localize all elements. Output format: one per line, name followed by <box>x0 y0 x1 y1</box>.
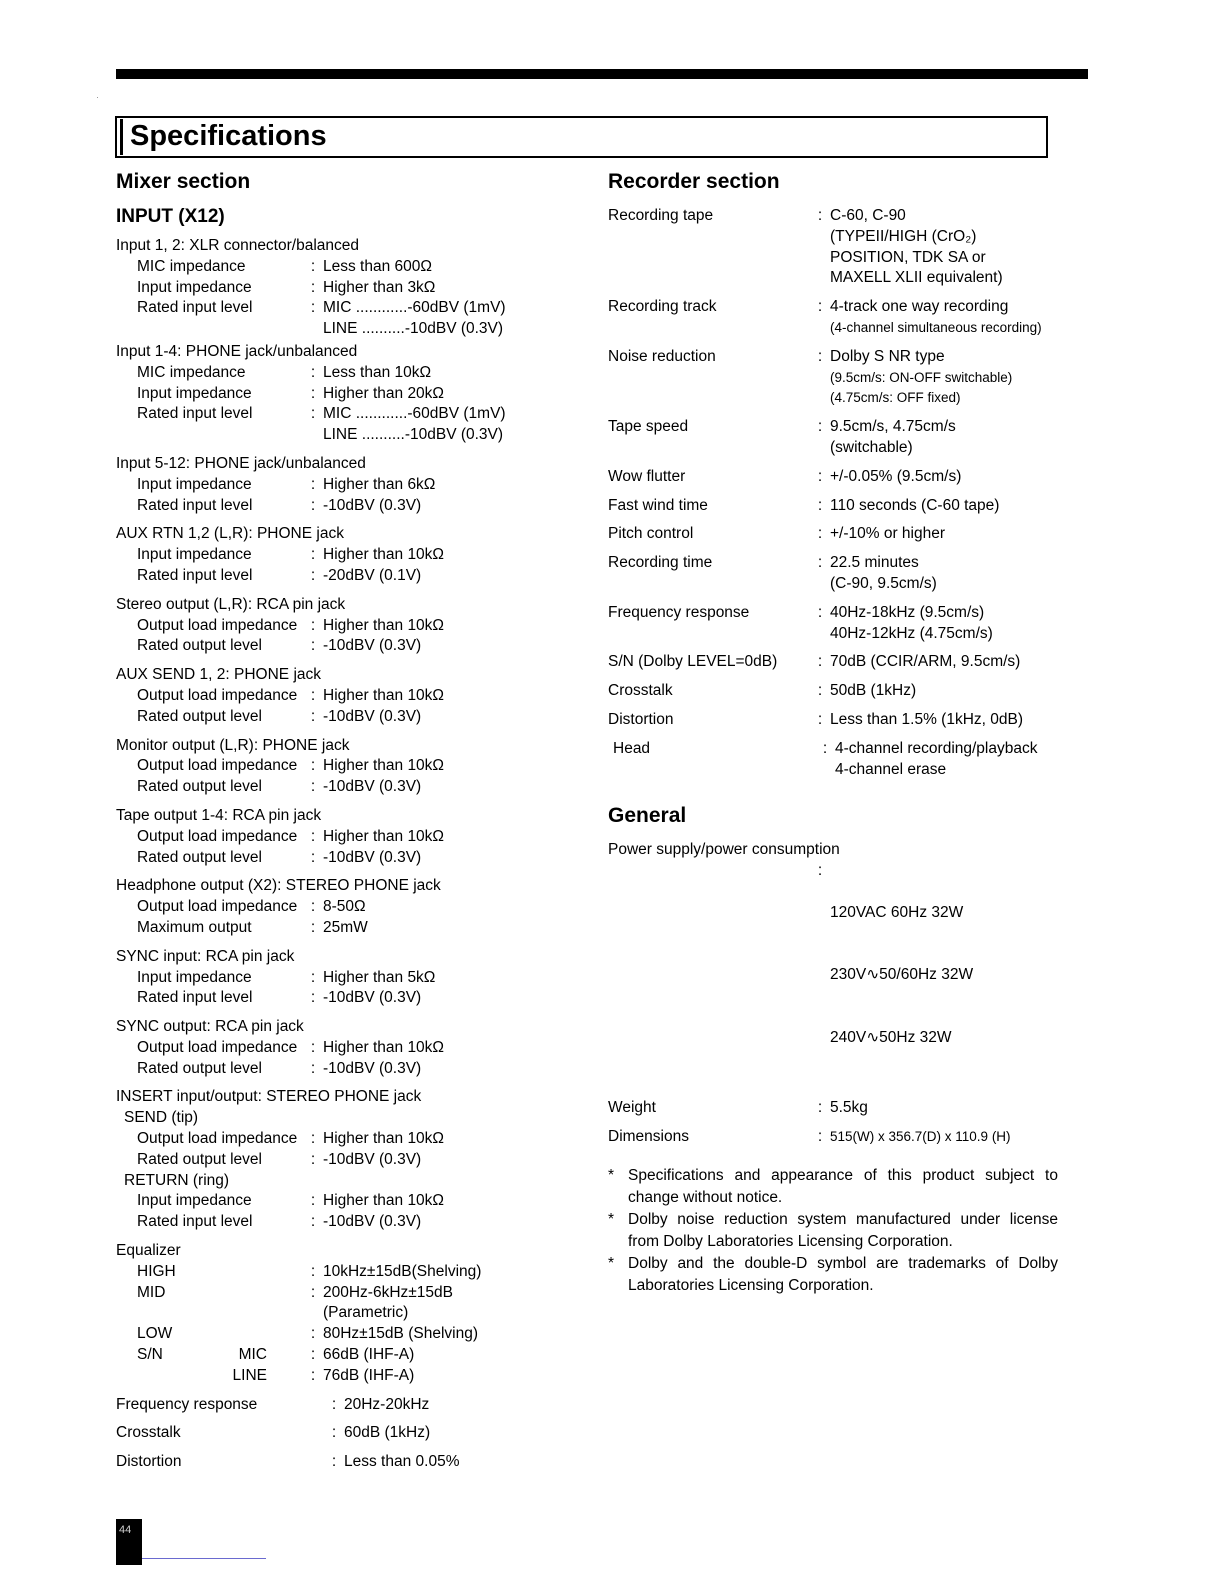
spec-group <box>116 736 576 798</box>
group-heading: Tape output 1-4: RCA pin jack <box>116 806 322 824</box>
mixer-tail <box>116 1395 576 1473</box>
title-box <box>115 116 1048 158</box>
mixer-groups <box>116 236 576 1079</box>
spec-value: Higher than 10kΩ <box>323 616 445 634</box>
spec-label: Distortion <box>116 1453 182 1471</box>
spec-row: MIC impedance : Less than 10kΩ <box>116 363 576 384</box>
spec-value: Higher than 10kΩ <box>323 546 445 564</box>
recorder-row: Pitch control : +/-10% or higher <box>608 524 1058 545</box>
spec-row: Input impedance : Higher than 6kΩ <box>116 475 576 496</box>
spec-row <box>116 425 576 446</box>
group-heading: Monitor output (L,R): PHONE jack <box>116 736 350 754</box>
page-number-box <box>116 1519 142 1565</box>
spec-group <box>116 876 576 938</box>
spec-value: 50dB (1kHz) <box>830 682 917 700</box>
spec-row: Output load impedance : Higher than 10kΩ <box>116 1129 576 1150</box>
spec-row: Rated input level : -10dBV (0.3V) <box>116 496 576 517</box>
spec-value: -10dBV (0.3V) <box>323 848 422 866</box>
spec-value: Higher than 10kΩ <box>323 757 445 775</box>
spec-value: (C-90, 9.5cm/s) <box>830 574 937 592</box>
spec-value: Dolby S NR type <box>830 347 945 365</box>
spec-value: Less than 0.05% <box>344 1453 460 1471</box>
spec-row: Input impedance : Higher than 10kΩ <box>116 545 576 566</box>
notes <box>608 1165 1058 1296</box>
spec-value: 25mW <box>323 918 368 936</box>
spec-label: Rated input level <box>137 1213 253 1231</box>
spec-value: -10dBV (0.3V) <box>323 989 422 1007</box>
recorder-row: Crosstalk : 50dB (1kHz) <box>608 681 1058 702</box>
send-heading: SEND (tip) <box>124 1109 199 1127</box>
spec-label: Maximum output <box>137 918 252 936</box>
spec-value: MAXELL XLII equivalent) <box>830 269 1003 287</box>
spec-value: Less than 1.5% (1kHz, 0dB) <box>830 710 1023 728</box>
page-title: Specifications <box>130 120 327 152</box>
spec-row: Rated input level : -10dBV (0.3V) <box>116 1212 576 1233</box>
spec-label: Tape speed <box>608 418 689 436</box>
spec-value: Less than 10kΩ <box>323 363 432 381</box>
spec-row: Rated input level : MIC ............-60dBV (1mV) <box>116 298 576 319</box>
spec-value: Higher than 10kΩ <box>323 686 445 704</box>
spec-label: Rated output level <box>137 637 262 655</box>
spec-row: Rated output level : -10dBV (0.3V) <box>116 1150 576 1171</box>
scan-dot <box>97 97 98 98</box>
recorder-row: Fast wind time : 110 seconds (C-60 tape) <box>608 496 1058 517</box>
spec-label: Rated output level <box>137 1150 262 1168</box>
recorder-row: Noise reduction : Dolby S NR type (9.5cm/s: ON-OFF switchable) (4.75cm/s: OFF fixed) <box>608 347 1058 409</box>
recorder-column <box>608 168 1058 1296</box>
spec-label: Rated input level <box>137 405 253 423</box>
spec-value: 9.5cm/s, 4.75cm/s <box>830 418 956 436</box>
spec-label: Output load impedance <box>137 757 298 775</box>
spec-value: LINE ..........-10dBV (0.3V) <box>323 426 504 444</box>
recorder-row: Recording track : 4-track one way recording (4-channel simultaneous recording) <box>608 297 1058 339</box>
spec-label: Distortion <box>608 710 674 728</box>
spec-label: Output load impedance <box>137 827 298 845</box>
group-heading: Input 5-12: PHONE jack/unbalanced <box>116 454 366 472</box>
spec-label: Input impedance <box>137 384 252 402</box>
spec-value-note: (9.5cm/s: ON-OFF switchable) <box>830 369 1013 385</box>
spec-row: Input impedance : Higher than 5kΩ <box>116 968 576 989</box>
spec-row: Rated output level : -10dBV (0.3V) <box>116 777 576 798</box>
note-item: * Specifications and appearance of this product subject to change without notice. <box>608 1167 1058 1206</box>
spec-value: C-60, C-90 <box>830 207 906 224</box>
eq-mid-row-2: (Parametric) <box>323 1304 409 1322</box>
spec-label: Output load impedance <box>137 1038 298 1056</box>
spec-value: -10dBV (0.3V) <box>323 496 422 514</box>
spec-value: 40Hz-18kHz (9.5cm/s) <box>830 603 985 621</box>
spec-label: MIC impedance <box>137 257 246 275</box>
spec-row: Output load impedance : Higher than 10kΩ <box>116 1038 576 1059</box>
recorder-row: S/N (Dolby LEVEL=0dB) : 70dB (CCIR/ARM, 9.5cm/s) <box>608 652 1058 673</box>
spec-value: MIC ............-60dBV (1mV) <box>323 299 506 317</box>
spec-label: S/N (Dolby LEVEL=0dB) <box>608 653 778 671</box>
spec-label: Input impedance <box>137 546 252 564</box>
weight-row: Weight : 5.5kg <box>608 1098 868 1116</box>
spec-value-note: (4-channel simultaneous recording) <box>830 319 1042 335</box>
spec-value: (switchable) <box>830 438 913 456</box>
recorder-row: Recording tape : C-60, C-90 (TYPEII/HIGH (CrO₂) POSITION, TDK SA or MAXELL XLII equivalent) <box>608 206 1058 289</box>
footer-rule <box>142 1558 266 1559</box>
spec-row: Output load impedance : 8-50Ω <box>116 897 576 918</box>
spec-group <box>116 524 576 586</box>
spec-row: Output load impedance : Higher than 10kΩ <box>116 616 576 637</box>
spec-label: Rated output level <box>137 1059 262 1077</box>
spec-row: Input impedance : Higher than 3kΩ <box>116 278 576 299</box>
note-item: * Dolby and the double-D symbol are trademarks of Dolby Laboratories Licensing Corporation. <box>608 1255 1058 1294</box>
equalizer-group <box>116 1241 576 1387</box>
mixer-column <box>116 168 576 1473</box>
recorder-row: Tape speed : 9.5cm/s, 4.75cm/s (switchable) <box>608 417 1058 459</box>
spec-value: -10dBV (0.3V) <box>323 637 422 655</box>
mixer-heading: Mixer section <box>116 170 251 193</box>
dimensions-row: Dimensions : 515(W) x 356.7(D) x 110.9 (H) <box>608 1127 1011 1145</box>
spec-value: 22.5 minutes <box>830 554 919 572</box>
group-heading: Input 1, 2: XLR connector/balanced <box>116 237 359 254</box>
spec-group <box>116 454 576 516</box>
spec-value: +/-10% or higher <box>830 525 946 543</box>
recorder-row: Head : 4-channel recording/playback 4-channel erase <box>608 739 1058 781</box>
spec-row: Rated output level : -10dBV (0.3V) <box>116 707 576 728</box>
spec-group <box>116 595 576 657</box>
spec-value: LINE ..........-10dBV (0.3V) <box>323 320 504 338</box>
sn-line-row: LINE : 76dB (IHF-A) <box>232 1366 415 1384</box>
spec-group <box>116 947 576 1009</box>
top-rule <box>116 69 1088 79</box>
spec-label: Recording track <box>608 298 717 316</box>
recorder-row: Distortion : Less than 1.5% (1kHz, 0dB) <box>608 710 1058 731</box>
insert-group <box>116 1087 576 1233</box>
page-number: 44 <box>119 1524 132 1536</box>
sn-mic-row: S/N MIC : 66dB (IHF-A) <box>137 1346 415 1364</box>
spec-row: Rated input level : -20dBV (0.1V) <box>116 566 576 587</box>
spec-label: Rated input level <box>137 496 253 514</box>
spec-group <box>116 665 576 727</box>
spec-label: Crosstalk <box>116 1424 181 1442</box>
spec-row: Distortion : Less than 0.05% <box>116 1452 576 1473</box>
spec-value: Higher than 3kΩ <box>323 278 436 296</box>
spec-value: -20dBV (0.1V) <box>323 566 422 584</box>
general-heading: General <box>608 804 687 828</box>
spec-group <box>116 236 576 340</box>
spec-label: MIC impedance <box>137 363 246 381</box>
title-marker <box>120 119 123 155</box>
spec-label: Recording tape <box>608 207 714 224</box>
spec-label: Recording time <box>608 554 713 572</box>
spec-value: Less than 600Ω <box>323 257 432 275</box>
spec-value: -10dBV (0.3V) <box>323 1213 422 1231</box>
spec-group <box>116 1017 576 1079</box>
spec-value: 4-track one way recording <box>830 298 1009 316</box>
spec-value: Higher than 10kΩ <box>323 1130 445 1148</box>
group-heading: AUX SEND 1, 2: PHONE jack <box>116 666 322 684</box>
spec-value: Higher than 6kΩ <box>323 475 436 493</box>
recorder-heading: Recorder section <box>608 170 780 193</box>
spec-label: Pitch control <box>608 525 694 543</box>
spec-label: Output load impedance <box>137 898 298 916</box>
spec-row: Rated output level : -10dBV (0.3V) <box>116 636 576 657</box>
recorder-row: Frequency response : 40Hz-18kHz (9.5cm/s) 40Hz-12kHz (4.75cm/s) <box>608 603 1058 645</box>
spec-row: Input impedance : Higher than 20kΩ <box>116 384 576 405</box>
spec-row: Rated output level : -10dBV (0.3V) <box>116 1059 576 1080</box>
power-heading: Power supply/power consumption <box>608 841 840 859</box>
spec-value: Higher than 10kΩ <box>323 827 445 845</box>
spec-label: Output load impedance <box>137 1130 298 1148</box>
spec-label: Rated input level <box>137 989 253 1007</box>
spec-row: Rated input level : -10dBV (0.3V) <box>116 988 576 1009</box>
spec-value: 60dB (1kHz) <box>344 1424 431 1442</box>
spec-row: Maximum output : 25mW <box>116 918 576 939</box>
input-heading: INPUT (X12) <box>116 206 225 227</box>
group-heading: AUX RTN 1,2 (L,R): PHONE jack <box>116 525 344 543</box>
spec-row <box>116 319 576 340</box>
spec-label: Rated output level <box>137 707 262 725</box>
spec-value-note: (4.75cm/s: OFF fixed) <box>830 390 961 406</box>
spec-label: Rated output level <box>137 778 262 796</box>
spec-value: +/-0.05% (9.5cm/s) <box>830 467 962 485</box>
spec-label: Rated output level <box>137 848 262 866</box>
spec-value: 4-channel erase <box>835 760 947 778</box>
spec-label: Fast wind time <box>608 496 708 514</box>
spec-value: Higher than 20kΩ <box>323 384 445 402</box>
eq-low-row: LOW : 80Hz±15dB (Shelving) <box>137 1325 478 1343</box>
eq-mid-row: MID : 200Hz-6kHz±15dB <box>137 1283 453 1301</box>
spec-label: Output load impedance <box>137 616 298 634</box>
spec-label: Input impedance <box>137 475 252 493</box>
spec-label: Rated input level <box>137 566 253 584</box>
return-heading: RETURN (ring) <box>124 1171 230 1189</box>
spec-value: MIC ............-60dBV (1mV) <box>323 405 506 423</box>
note-item: * Dolby noise reduction system manufactured under license from Dolby Laboratories Licensing Corporation. <box>608 1211 1058 1250</box>
power-row: : 120VAC 60Hz 32W 230V∿50/60Hz 32W 240V∿50Hz 32W <box>817 862 974 1046</box>
spec-row: Frequency response : 20Hz-20kHz <box>116 1395 576 1416</box>
recorder-rows <box>608 206 1058 780</box>
group-heading: SYNC input: RCA pin jack <box>116 947 295 965</box>
recorder-row: Recording time : 22.5 minutes (C-90, 9.5cm/s) <box>608 553 1058 595</box>
equalizer-heading: Equalizer <box>116 1242 181 1260</box>
spec-value: 70dB (CCIR/ARM, 9.5cm/s) <box>830 653 1021 671</box>
spec-label: Frequency response <box>608 603 750 621</box>
spec-row: Rated output level : -10dBV (0.3V) <box>116 848 576 869</box>
group-heading: SYNC output: RCA pin jack <box>116 1018 304 1036</box>
spec-group <box>116 806 576 868</box>
spec-value: 20Hz-20kHz <box>344 1395 430 1413</box>
spec-row: Output load impedance : Higher than 10kΩ <box>116 756 576 777</box>
spec-row: MIC impedance : Less than 600Ω <box>116 257 576 278</box>
spec-value: -10dBV (0.3V) <box>323 707 422 725</box>
spec-value: POSITION, TDK SA or <box>830 248 986 266</box>
group-heading: Input 1-4: PHONE jack/unbalanced <box>116 342 358 360</box>
eq-high-row: HIGH : 10kHz±15dB(Shelving) <box>137 1262 482 1280</box>
spec-row: Crosstalk : 60dB (1kHz) <box>116 1423 576 1444</box>
spec-value: 8-50Ω <box>323 898 366 916</box>
spec-label: Noise reduction <box>608 347 716 365</box>
spec-label: Crosstalk <box>608 682 673 700</box>
spec-label: Input impedance <box>137 968 252 986</box>
recorder-row: Wow flutter : +/-0.05% (9.5cm/s) <box>608 467 1058 488</box>
spec-row: Input impedance : Higher than 10kΩ <box>116 1191 576 1212</box>
spec-label: Rated input level <box>137 299 253 317</box>
spec-value: 40Hz-12kHz (4.75cm/s) <box>830 624 993 642</box>
spec-value: -10dBV (0.3V) <box>323 778 422 796</box>
spec-label: Wow flutter <box>608 467 686 485</box>
spec-row: Rated input level : MIC ............-60dBV (1mV) <box>116 404 576 425</box>
spec-label: Output load impedance <box>137 686 298 704</box>
spec-value: Higher than 10kΩ <box>323 1038 445 1056</box>
spec-label: Frequency response <box>116 1395 258 1413</box>
spec-row: Output load impedance : Higher than 10kΩ <box>116 686 576 707</box>
spec-value: -10dBV (0.3V) <box>323 1059 422 1077</box>
group-heading: Stereo output (L,R): RCA pin jack <box>116 595 346 613</box>
spec-value: -10dBV (0.3V) <box>323 1150 422 1168</box>
spec-value: Higher than 5kΩ <box>323 968 436 986</box>
spec-label: Input impedance <box>137 278 252 296</box>
spec-value: 110 seconds (C-60 tape) <box>830 496 1000 514</box>
spec-label: Input impedance <box>137 1192 252 1210</box>
spec-value: 4-channel recording/playback <box>835 739 1038 757</box>
spec-row: Output load impedance : Higher than 10kΩ <box>116 827 576 848</box>
spec-label <box>116 425 301 446</box>
spec-group <box>116 342 576 446</box>
spec-value: (TYPEII/HIGH (CrO₂) <box>830 227 977 245</box>
spec-label: Head <box>613 739 651 757</box>
spec-label <box>116 319 301 340</box>
spec-value: Higher than 10kΩ <box>323 1192 445 1210</box>
group-heading: Headphone output (X2): STEREO PHONE jack <box>116 877 441 895</box>
group-heading: INSERT input/output: STEREO PHONE jack <box>116 1088 422 1106</box>
